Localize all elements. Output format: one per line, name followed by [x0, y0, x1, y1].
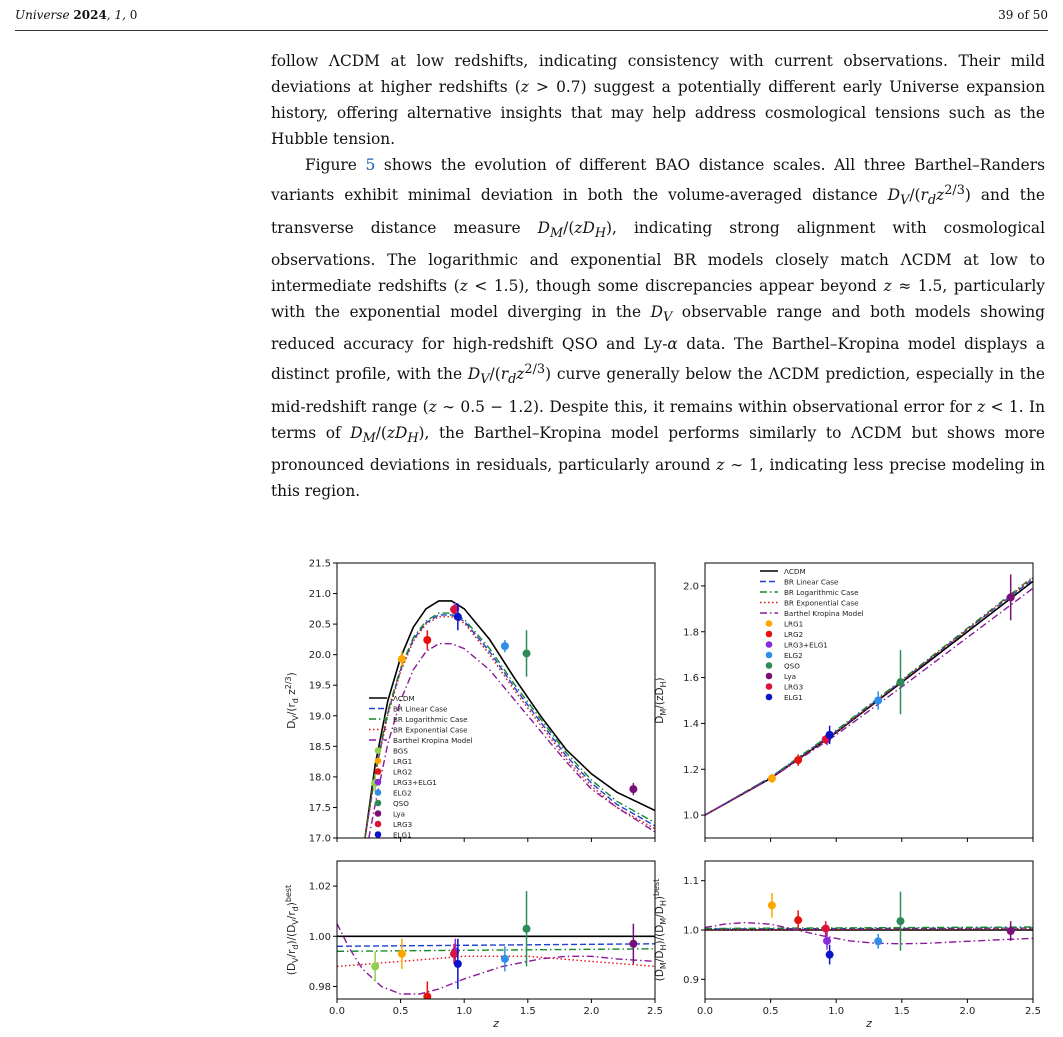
y-tick-label: 1.0 [683, 925, 699, 937]
journal-name: Universe [15, 8, 70, 22]
legend-label: Lya [784, 672, 797, 681]
legend-marker [766, 694, 773, 701]
x-tick-label: 0.5 [762, 1006, 779, 1017]
chart-top-left [284, 559, 655, 845]
series-line-br-logarithmic-case [337, 949, 655, 952]
series-line-br-linear-case [705, 579, 1033, 815]
y-tick-label: 0.98 [308, 981, 331, 993]
y-tick-label: 21.0 [308, 589, 331, 601]
figure-5 [280, 555, 1050, 1033]
series-line-br-linear-case [337, 944, 655, 947]
y-axis-label: $D_M/(zD_H)$ [654, 677, 668, 724]
chart-bottom-left [284, 861, 663, 1030]
legend-label: Lya [393, 809, 406, 819]
series-line-br-logarithmic-case [705, 577, 1033, 815]
y-tick-label: 1.4 [683, 718, 699, 730]
paragraph-2: Figure 5 shows the evolution of different BAO distance scales. All three Barthel–Randers variants exhibit minimal deviation in both the volume-averaged distance $D_V/(r_dz^{2/3})$ and the transverse distance measure $D_M/(zD_H)$, indicating strong alignment with cosmological observations. The logarithmic and exponential BR models closely match ΛCDM at low to intermediate redshifts (z < 1.5), though some discrepancies appear beyond z ≈ 1.5, particularly with the exponential model diverging in the $D_V$ observable range and both models showing reduced accuracy for high-redshift QSO and Ly-α data. The Barthel–Kropina model displays a distinct profile, with the $D_V/(r_dz^{2/3})$ curve generally below the ΛCDM prediction, especially in the mid-redshift range (z ∼ 0.5 − 1.2). Despite this, it remains within observational error for z < 1. In terms of $D_M/(zD_H)$, the Barthel–Kropina model performs similarly to ΛCDM but shows more pronounced deviations in residuals, particularly around z ∼ 1, indicating less precise modeling in this region. [271, 156, 1045, 501]
y-tick-label: 18.5 [308, 741, 331, 753]
data-point-lrg3-elg1 [823, 937, 831, 945]
legend-marker [766, 652, 773, 659]
figure-5-svg [280, 555, 1050, 1033]
x-tick-label: 0.5 [392, 1006, 409, 1017]
x-tick-label: 0.0 [329, 1006, 345, 1017]
legend-label: BR Logarithmic Case [784, 588, 859, 597]
x-axis-label: z [866, 1017, 872, 1030]
legend-label: BR Exponential Case [784, 598, 859, 608]
axes-frame [337, 563, 655, 838]
body-text [271, 48, 1045, 504]
legend-marker [766, 683, 773, 690]
series-line-barthel-kropina-model [705, 923, 1033, 944]
legend-marker [375, 758, 382, 765]
data-point-lya [629, 785, 637, 793]
y-tick-label: 1.0 [683, 810, 699, 822]
legend-label: ΛCDM [393, 694, 415, 703]
y-tick-label: 20.5 [308, 619, 331, 631]
y-axis-label: $D_V/(r_d$ $z^{2/3}$) [284, 672, 300, 729]
y-tick-label: 0.9 [683, 974, 699, 986]
y-tick-label: 1.2 [683, 764, 699, 776]
data-point-elg1 [826, 731, 834, 739]
legend-marker [766, 673, 773, 680]
legend-label: LRG3+ELG1 [393, 778, 437, 787]
data-point-lya [629, 940, 637, 948]
y-tick-label: 19.0 [308, 711, 331, 723]
y-tick-label: 21.5 [308, 558, 331, 570]
journal-volume: 1 [114, 8, 123, 22]
legend-marker [766, 620, 773, 627]
data-point-lya [1007, 927, 1015, 935]
y-tick-label: 2.0 [683, 581, 699, 593]
x-tick-label: 1.0 [456, 1006, 473, 1017]
legend-label: LRG1 [393, 757, 413, 766]
y-axis-label: $(D_V/r_d)/(D_V/r_d)^{best}$ [284, 884, 300, 976]
data-point-lrg3 [450, 605, 458, 613]
legend-label: LRG3+ELG1 [784, 640, 828, 650]
y-tick-label: 1.00 [308, 931, 331, 943]
legend-label: Barthel Kropina Model [784, 609, 864, 618]
legend-label: LRG3 [784, 682, 804, 692]
y-tick-label: 20.0 [308, 650, 331, 662]
journal-year: 2024 [73, 8, 107, 22]
paragraph-1: follow ΛCDM at low redshifts, indicating consistency with current observations. Their mild deviations at higher redshifts (z > 0.7) suggest a potentially different early Universe expansion history, offering alternative insights that may help address cosmological tensions such as the Hubble tension. [271, 52, 1045, 149]
series-line-br-exponential-case [705, 578, 1033, 815]
data-point-elg1 [826, 951, 834, 959]
legend-label: BR Linear Case [393, 704, 448, 714]
data-point-lrg3 [822, 925, 830, 933]
data-point-qso [896, 917, 904, 925]
data-point-qso [523, 649, 531, 657]
page-number: 39 of 50 [998, 8, 1048, 22]
legend-marker [375, 789, 382, 796]
series-line-br-logarithmic-case [705, 927, 1033, 929]
y-tick-label: 17.0 [308, 833, 331, 845]
x-tick-label: 1.5 [519, 1006, 536, 1017]
legend-label: ELG1 [784, 693, 803, 702]
x-tick-label: 0.0 [697, 1006, 713, 1017]
legend-label: BR Linear Case [784, 577, 839, 587]
data-point-elg2 [501, 955, 509, 963]
data-point-lrg1 [768, 774, 776, 782]
header-rule [15, 30, 1048, 31]
axes-frame [337, 861, 655, 999]
y-tick-label: 1.02 [308, 881, 331, 893]
legend-label: QSO [784, 661, 800, 671]
x-tick-label: 2.0 [959, 1006, 976, 1017]
legend-marker [375, 747, 382, 754]
legend-label: ΛCDM [784, 567, 806, 576]
series-line-barthel-kropina-model [705, 588, 1033, 815]
article-number: 0 [129, 8, 138, 22]
x-tick-label: 1.0 [828, 1006, 845, 1017]
data-point-lrg2 [423, 636, 431, 644]
legend-label: ELG1 [393, 830, 412, 840]
legend-label: LRG2 [393, 767, 413, 777]
y-axis-label: $(D_M/D_H)/(D_M/D_H)^{best}$ [652, 878, 668, 982]
legend-marker [766, 662, 773, 669]
y-tick-label: 1.6 [683, 673, 699, 685]
x-tick-label: 2.5 [1025, 1006, 1041, 1017]
x-tick-label: 2.0 [583, 1006, 600, 1017]
series-line-barthel-kropina-model [337, 924, 655, 994]
chart-bottom-right [652, 861, 1041, 1030]
legend-marker [375, 831, 382, 838]
legend-label: Barthel Kropina Model [393, 736, 473, 745]
data-point-elg2 [501, 642, 509, 650]
legend-marker [375, 800, 382, 807]
data-point-elg2 [874, 937, 882, 945]
data-point-lrg1 [768, 901, 776, 909]
legend [760, 567, 864, 702]
legend-label: QSO [393, 799, 409, 808]
x-tick-label: 1.5 [893, 1006, 910, 1017]
data-point-elg2 [874, 697, 882, 705]
page-header [15, 0, 1048, 32]
legend-label: BR Logarithmic Case [393, 715, 468, 724]
x-axis-label: z [493, 1017, 499, 1030]
axes-frame [705, 563, 1033, 838]
x-tick-label: 2.5 [647, 1006, 663, 1017]
data-point-lya [1007, 593, 1015, 601]
legend-marker [375, 821, 382, 828]
data-point-qso [523, 925, 531, 933]
data-point-lrg1 [398, 655, 406, 663]
y-tick-label: 17.5 [308, 802, 331, 814]
legend-label: ELG2 [784, 651, 803, 660]
legend-label: LRG1 [784, 619, 804, 629]
legend-marker [375, 768, 382, 775]
y-tick-label: 18.0 [308, 772, 331, 784]
data-point-qso [896, 678, 904, 686]
data-point-elg1 [454, 960, 462, 968]
data-point-elg1 [454, 613, 462, 621]
data-point-lrg2 [794, 756, 802, 764]
data-point-lrg3 [450, 950, 458, 958]
y-tick-label: 1.8 [683, 627, 699, 639]
y-tick-label: 19.5 [308, 680, 331, 692]
legend-marker [375, 779, 382, 786]
chart-top-right [654, 563, 1033, 842]
data-point-lrg2 [794, 916, 802, 924]
legend-marker [766, 631, 773, 638]
legend-label: BGS [393, 746, 408, 756]
journal-citation: Universe 2024, 1, 0 [15, 8, 138, 22]
legend-marker [375, 810, 382, 817]
legend-label: BR Exponential Case [393, 725, 468, 735]
legend-label: LRG3 [393, 820, 413, 829]
legend-marker [766, 641, 773, 648]
data-point-lrg1 [398, 950, 406, 958]
legend-label: ELG2 [393, 788, 412, 798]
legend-label: LRG2 [784, 630, 804, 639]
data-point-bgs [371, 962, 379, 970]
y-tick-label: 1.1 [683, 876, 699, 888]
